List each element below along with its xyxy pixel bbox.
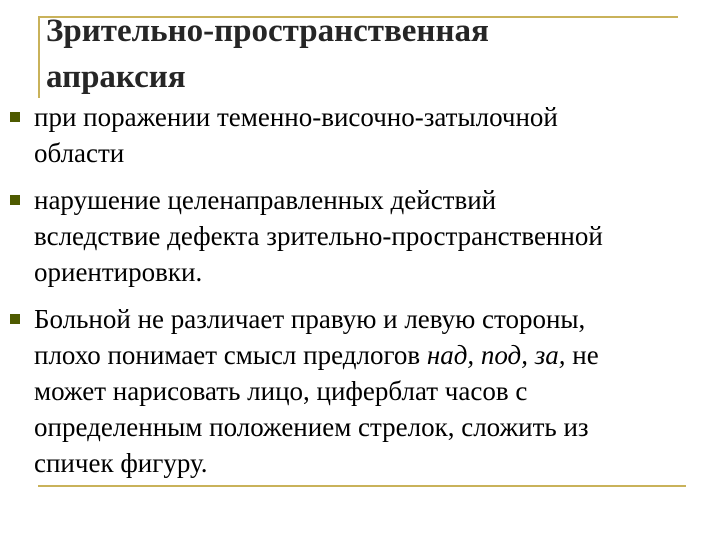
square-bullet-icon bbox=[10, 112, 20, 122]
slide-title bbox=[46, 8, 676, 100]
bullet-3-line-3: может нарисовать лицо, циферблат часов с bbox=[34, 376, 528, 406]
slide-title-line-2: апраксия bbox=[46, 59, 186, 95]
bullet-item-1 bbox=[0, 99, 720, 171]
bullet-3-line-5: спичек фигуру. bbox=[34, 448, 208, 478]
bullet-1-line-1: при поражении теменно-височно-затылочной bbox=[34, 102, 558, 132]
bullet-3-line-2-end: не bbox=[565, 340, 599, 370]
square-bullet-icon bbox=[10, 314, 20, 324]
slide-title-line-1: Зрительно-пространственная bbox=[46, 13, 489, 49]
slide-frame-left-line bbox=[38, 16, 40, 98]
bullet-2-line-1: нарушение целенаправленных действий bbox=[34, 185, 497, 215]
bullet-2-line-2: вследствие дефекта зрительно-пространственной bbox=[34, 221, 603, 251]
bullet-3-line-4: определенным положением стрелок, сложить из bbox=[34, 412, 589, 442]
bullet-3-line-2-text: плохо понимает смысл предлогов bbox=[34, 340, 427, 370]
bullet-3-line-2 bbox=[34, 337, 714, 373]
bullet-item-3 bbox=[0, 301, 720, 481]
bullet-3-prepositions: над, под, за, bbox=[426, 340, 566, 370]
bullet-1-line-2: области bbox=[34, 138, 125, 168]
bullet-item-2 bbox=[0, 182, 720, 290]
slide-frame-bottom-line bbox=[38, 485, 686, 487]
bullet-3-line-1: Больной не различает правую и левую стороны, bbox=[34, 304, 586, 334]
bullet-list bbox=[0, 99, 720, 481]
bullet-2-line-3: ориентировки. bbox=[34, 257, 203, 287]
square-bullet-icon bbox=[10, 195, 20, 205]
